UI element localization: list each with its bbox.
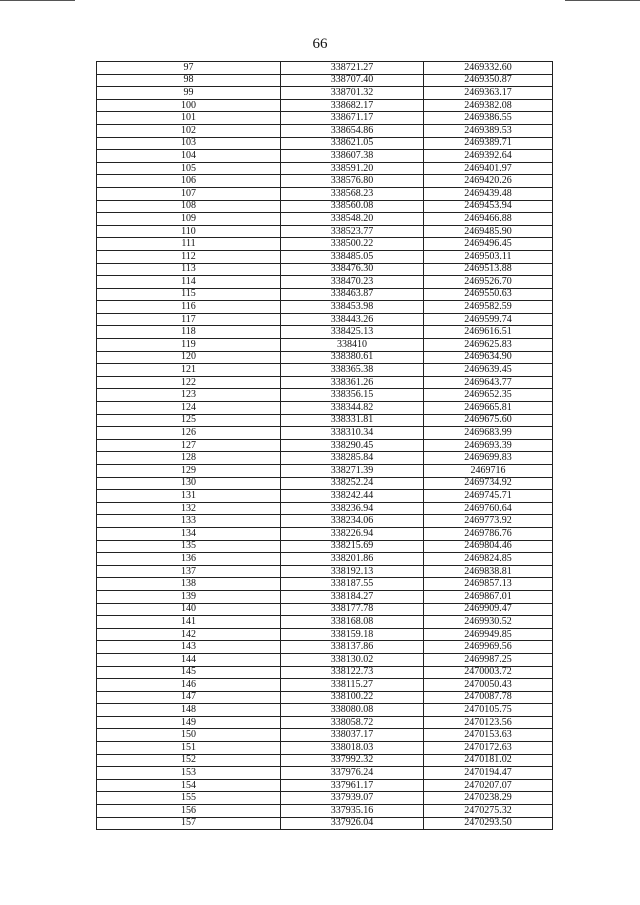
table-row [97,553,553,566]
x-coordinate-cell: 338159.18 [281,628,424,641]
point-number-cell: 133 [97,515,281,528]
x-coordinate-cell: 338018.03 [281,742,424,755]
table-row [97,427,553,440]
x-coordinate-cell: 338410 [281,339,424,352]
table-row [97,200,553,213]
y-coordinate-cell: 2469625.83 [424,339,553,352]
y-coordinate-cell: 2470105.75 [424,704,553,717]
x-coordinate-cell: 338037.17 [281,729,424,742]
y-coordinate-cell: 2469466.88 [424,213,553,226]
table-row [97,742,553,755]
y-coordinate-cell: 2469987.25 [424,653,553,666]
y-coordinate-cell: 2469616.51 [424,326,553,339]
table-row [97,805,553,818]
x-coordinate-cell: 338576.80 [281,175,424,188]
point-number-cell: 126 [97,427,281,440]
point-number-cell: 106 [97,175,281,188]
table-row [97,414,553,427]
top-rule-right [565,0,640,1]
y-coordinate-cell: 2469665.81 [424,402,553,415]
table-row [97,376,553,389]
y-coordinate-cell: 2469453.94 [424,200,553,213]
x-coordinate-cell: 338470.23 [281,276,424,289]
y-coordinate-cell: 2469804.46 [424,540,553,553]
x-coordinate-cell: 338607.38 [281,150,424,163]
point-number-cell: 118 [97,326,281,339]
y-coordinate-cell: 2469382.08 [424,99,553,112]
table-row [97,187,553,200]
y-coordinate-cell: 2469824.85 [424,553,553,566]
table-row [97,288,553,301]
x-coordinate-cell: 338201.86 [281,553,424,566]
point-number-cell: 115 [97,288,281,301]
table-row [97,641,553,654]
x-coordinate-cell: 337926.04 [281,817,424,830]
y-coordinate-cell: 2469760.64 [424,502,553,515]
table-row [97,477,553,490]
table-row [97,490,553,503]
x-coordinate-cell: 338331.81 [281,414,424,427]
y-coordinate-cell: 2469773.92 [424,515,553,528]
y-coordinate-cell: 2470194.47 [424,767,553,780]
x-coordinate-cell: 337976.24 [281,767,424,780]
x-coordinate-cell: 338115.27 [281,679,424,692]
table-row [97,87,553,100]
table-row [97,326,553,339]
point-number-cell: 125 [97,414,281,427]
y-coordinate-cell: 2470275.32 [424,805,553,818]
x-coordinate-cell: 338671.17 [281,112,424,125]
point-number-cell: 116 [97,301,281,314]
table-row [97,389,553,402]
x-coordinate-cell: 338443.26 [281,313,424,326]
point-number-cell: 100 [97,99,281,112]
point-number-cell: 136 [97,553,281,566]
table-row [97,339,553,352]
y-coordinate-cell: 2469389.71 [424,137,553,150]
x-coordinate-cell: 338485.05 [281,250,424,263]
y-coordinate-cell: 2469652.35 [424,389,553,402]
table-row [97,301,553,314]
point-number-cell: 109 [97,213,281,226]
y-coordinate-cell: 2469639.45 [424,364,553,377]
y-coordinate-cell: 2470050.43 [424,679,553,692]
x-coordinate-cell: 338654.86 [281,124,424,137]
point-number-cell: 149 [97,716,281,729]
y-coordinate-cell: 2469420.26 [424,175,553,188]
point-number-cell: 137 [97,565,281,578]
x-coordinate-cell: 337935.16 [281,805,424,818]
table-row [97,679,553,692]
x-coordinate-cell: 338476.30 [281,263,424,276]
x-coordinate-cell: 338310.34 [281,427,424,440]
point-number-cell: 147 [97,691,281,704]
y-coordinate-cell: 2469675.60 [424,414,553,427]
x-coordinate-cell: 338122.73 [281,666,424,679]
x-coordinate-cell: 338682.17 [281,99,424,112]
point-number-cell: 122 [97,376,281,389]
y-coordinate-cell: 2469909.47 [424,603,553,616]
point-number-cell: 157 [97,817,281,830]
table-row [97,540,553,553]
point-number-cell: 138 [97,578,281,591]
table-row [97,565,553,578]
x-coordinate-cell: 338365.38 [281,364,424,377]
x-coordinate-cell: 338380.61 [281,351,424,364]
point-number-cell: 132 [97,502,281,515]
coordinates-table [96,61,553,830]
y-coordinate-cell: 2469930.52 [424,616,553,629]
table-row [97,653,553,666]
y-coordinate-cell: 2469439.48 [424,187,553,200]
y-coordinate-cell: 2469867.01 [424,590,553,603]
table-row [97,527,553,540]
y-coordinate-cell: 2469693.39 [424,439,553,452]
point-number-cell: 102 [97,124,281,137]
point-number-cell: 123 [97,389,281,402]
x-coordinate-cell: 338701.32 [281,87,424,100]
x-coordinate-cell: 338168.08 [281,616,424,629]
point-number-cell: 151 [97,742,281,755]
table-row [97,364,553,377]
x-coordinate-cell: 337961.17 [281,779,424,792]
x-coordinate-cell: 338215.69 [281,540,424,553]
point-number-cell: 107 [97,187,281,200]
x-coordinate-cell: 338137.86 [281,641,424,654]
table-row [97,175,553,188]
point-number-cell: 131 [97,490,281,503]
table-row [97,691,553,704]
point-number-cell: 127 [97,439,281,452]
table-row [97,817,553,830]
point-number-cell: 140 [97,603,281,616]
x-coordinate-cell: 338453.98 [281,301,424,314]
table-row [97,603,553,616]
point-number-cell: 135 [97,540,281,553]
y-coordinate-cell: 2469392.64 [424,150,553,163]
y-coordinate-cell: 2469683.99 [424,427,553,440]
point-number-cell: 124 [97,402,281,415]
table-row [97,704,553,717]
point-number-cell: 112 [97,250,281,263]
y-coordinate-cell: 2469550.63 [424,288,553,301]
point-number-cell: 142 [97,628,281,641]
table-row [97,137,553,150]
x-coordinate-cell: 338707.40 [281,74,424,87]
table-row [97,99,553,112]
coordinates-table-body [97,62,553,830]
point-number-cell: 153 [97,767,281,780]
x-coordinate-cell: 338130.02 [281,653,424,666]
y-coordinate-cell: 2469634.90 [424,351,553,364]
x-coordinate-cell: 338361.26 [281,376,424,389]
table-row [97,225,553,238]
point-number-cell: 101 [97,112,281,125]
x-coordinate-cell: 338285.84 [281,452,424,465]
table-row [97,792,553,805]
x-coordinate-cell: 338500.22 [281,238,424,251]
y-coordinate-cell: 2469389.53 [424,124,553,137]
table-row [97,313,553,326]
table-row [97,716,553,729]
y-coordinate-cell: 2469949.85 [424,628,553,641]
table-row [97,351,553,364]
y-coordinate-cell: 2469496.45 [424,238,553,251]
y-coordinate-cell: 2469699.83 [424,452,553,465]
point-number-cell: 119 [97,339,281,352]
x-coordinate-cell: 338184.27 [281,590,424,603]
point-number-cell: 99 [97,87,281,100]
point-number-cell: 154 [97,779,281,792]
point-number-cell: 129 [97,465,281,478]
point-number-cell: 97 [97,62,281,75]
y-coordinate-cell: 2470172.63 [424,742,553,755]
table-row [97,628,553,641]
table-row [97,465,553,478]
point-number-cell: 105 [97,162,281,175]
y-coordinate-cell: 2470207.07 [424,779,553,792]
x-coordinate-cell: 338100.22 [281,691,424,704]
x-coordinate-cell: 338356.15 [281,389,424,402]
x-coordinate-cell: 338234.06 [281,515,424,528]
y-coordinate-cell: 2469786.76 [424,527,553,540]
point-number-cell: 114 [97,276,281,289]
y-coordinate-cell: 2470123.56 [424,716,553,729]
y-coordinate-cell: 2469838.81 [424,565,553,578]
point-number-cell: 156 [97,805,281,818]
table-row [97,402,553,415]
point-number-cell: 111 [97,238,281,251]
table-row [97,452,553,465]
y-coordinate-cell: 2469485.90 [424,225,553,238]
y-coordinate-cell: 2469582.59 [424,301,553,314]
table-row [97,754,553,767]
x-coordinate-cell: 338523.77 [281,225,424,238]
x-coordinate-cell: 338425.13 [281,326,424,339]
page-number: 66 [312,36,328,52]
table-row [97,213,553,226]
y-coordinate-cell: 2469969.56 [424,641,553,654]
point-number-cell: 130 [97,477,281,490]
point-number-cell: 141 [97,616,281,629]
y-coordinate-cell: 2469716 [424,465,553,478]
x-coordinate-cell: 338290.45 [281,439,424,452]
point-number-cell: 146 [97,679,281,692]
point-number-cell: 155 [97,792,281,805]
x-coordinate-cell: 338242.44 [281,490,424,503]
point-number-cell: 148 [97,704,281,717]
point-number-cell: 113 [97,263,281,276]
x-coordinate-cell: 338271.39 [281,465,424,478]
table-row [97,590,553,603]
point-number-cell: 134 [97,527,281,540]
x-coordinate-cell: 337939.07 [281,792,424,805]
y-coordinate-cell: 2469350.87 [424,74,553,87]
y-coordinate-cell: 2469363.17 [424,87,553,100]
top-rule-left [0,0,75,1]
table-row [97,250,553,263]
y-coordinate-cell: 2470293.50 [424,817,553,830]
point-number-cell: 103 [97,137,281,150]
table-row [97,515,553,528]
x-coordinate-cell: 338568.23 [281,187,424,200]
table-row [97,238,553,251]
table-row [97,666,553,679]
table-row [97,439,553,452]
point-number-cell: 98 [97,74,281,87]
point-number-cell: 117 [97,313,281,326]
y-coordinate-cell: 2469599.74 [424,313,553,326]
point-number-cell: 108 [97,200,281,213]
x-coordinate-cell: 338192.13 [281,565,424,578]
table-row [97,263,553,276]
x-coordinate-cell: 338226.94 [281,527,424,540]
table-row [97,150,553,163]
y-coordinate-cell: 2469734.92 [424,477,553,490]
table-row [97,502,553,515]
table-row [97,729,553,742]
table-row [97,578,553,591]
table-row [97,616,553,629]
x-coordinate-cell: 338236.94 [281,502,424,515]
point-number-cell: 128 [97,452,281,465]
y-coordinate-cell: 2470238.29 [424,792,553,805]
point-number-cell: 145 [97,666,281,679]
point-number-cell: 139 [97,590,281,603]
x-coordinate-cell: 338560.08 [281,200,424,213]
y-coordinate-cell: 2469401.97 [424,162,553,175]
table-row [97,62,553,75]
y-coordinate-cell: 2469513.88 [424,263,553,276]
y-coordinate-cell: 2469503.11 [424,250,553,263]
point-number-cell: 104 [97,150,281,163]
y-coordinate-cell: 2470087.78 [424,691,553,704]
x-coordinate-cell: 338621.05 [281,137,424,150]
x-coordinate-cell: 337992.32 [281,754,424,767]
x-coordinate-cell: 338252.24 [281,477,424,490]
point-number-cell: 121 [97,364,281,377]
x-coordinate-cell: 338721.27 [281,62,424,75]
x-coordinate-cell: 338591.20 [281,162,424,175]
table-row [97,162,553,175]
table-row [97,767,553,780]
point-number-cell: 144 [97,653,281,666]
y-coordinate-cell: 2469745.71 [424,490,553,503]
x-coordinate-cell: 338058.72 [281,716,424,729]
y-coordinate-cell: 2469857.13 [424,578,553,591]
x-coordinate-cell: 338177.78 [281,603,424,616]
x-coordinate-cell: 338187.55 [281,578,424,591]
x-coordinate-cell: 338463.87 [281,288,424,301]
point-number-cell: 120 [97,351,281,364]
table-row [97,124,553,137]
y-coordinate-cell: 2469332.60 [424,62,553,75]
point-number-cell: 143 [97,641,281,654]
point-number-cell: 152 [97,754,281,767]
x-coordinate-cell: 338344.82 [281,402,424,415]
y-coordinate-cell: 2469526.70 [424,276,553,289]
table-row [97,779,553,792]
y-coordinate-cell: 2469643.77 [424,376,553,389]
y-coordinate-cell: 2470181.02 [424,754,553,767]
table-row [97,112,553,125]
table-row [97,276,553,289]
y-coordinate-cell: 2469386.55 [424,112,553,125]
y-coordinate-cell: 2470153.63 [424,729,553,742]
x-coordinate-cell: 338080.08 [281,704,424,717]
y-coordinate-cell: 2470003.72 [424,666,553,679]
table-row [97,74,553,87]
x-coordinate-cell: 338548.20 [281,213,424,226]
point-number-cell: 110 [97,225,281,238]
point-number-cell: 150 [97,729,281,742]
